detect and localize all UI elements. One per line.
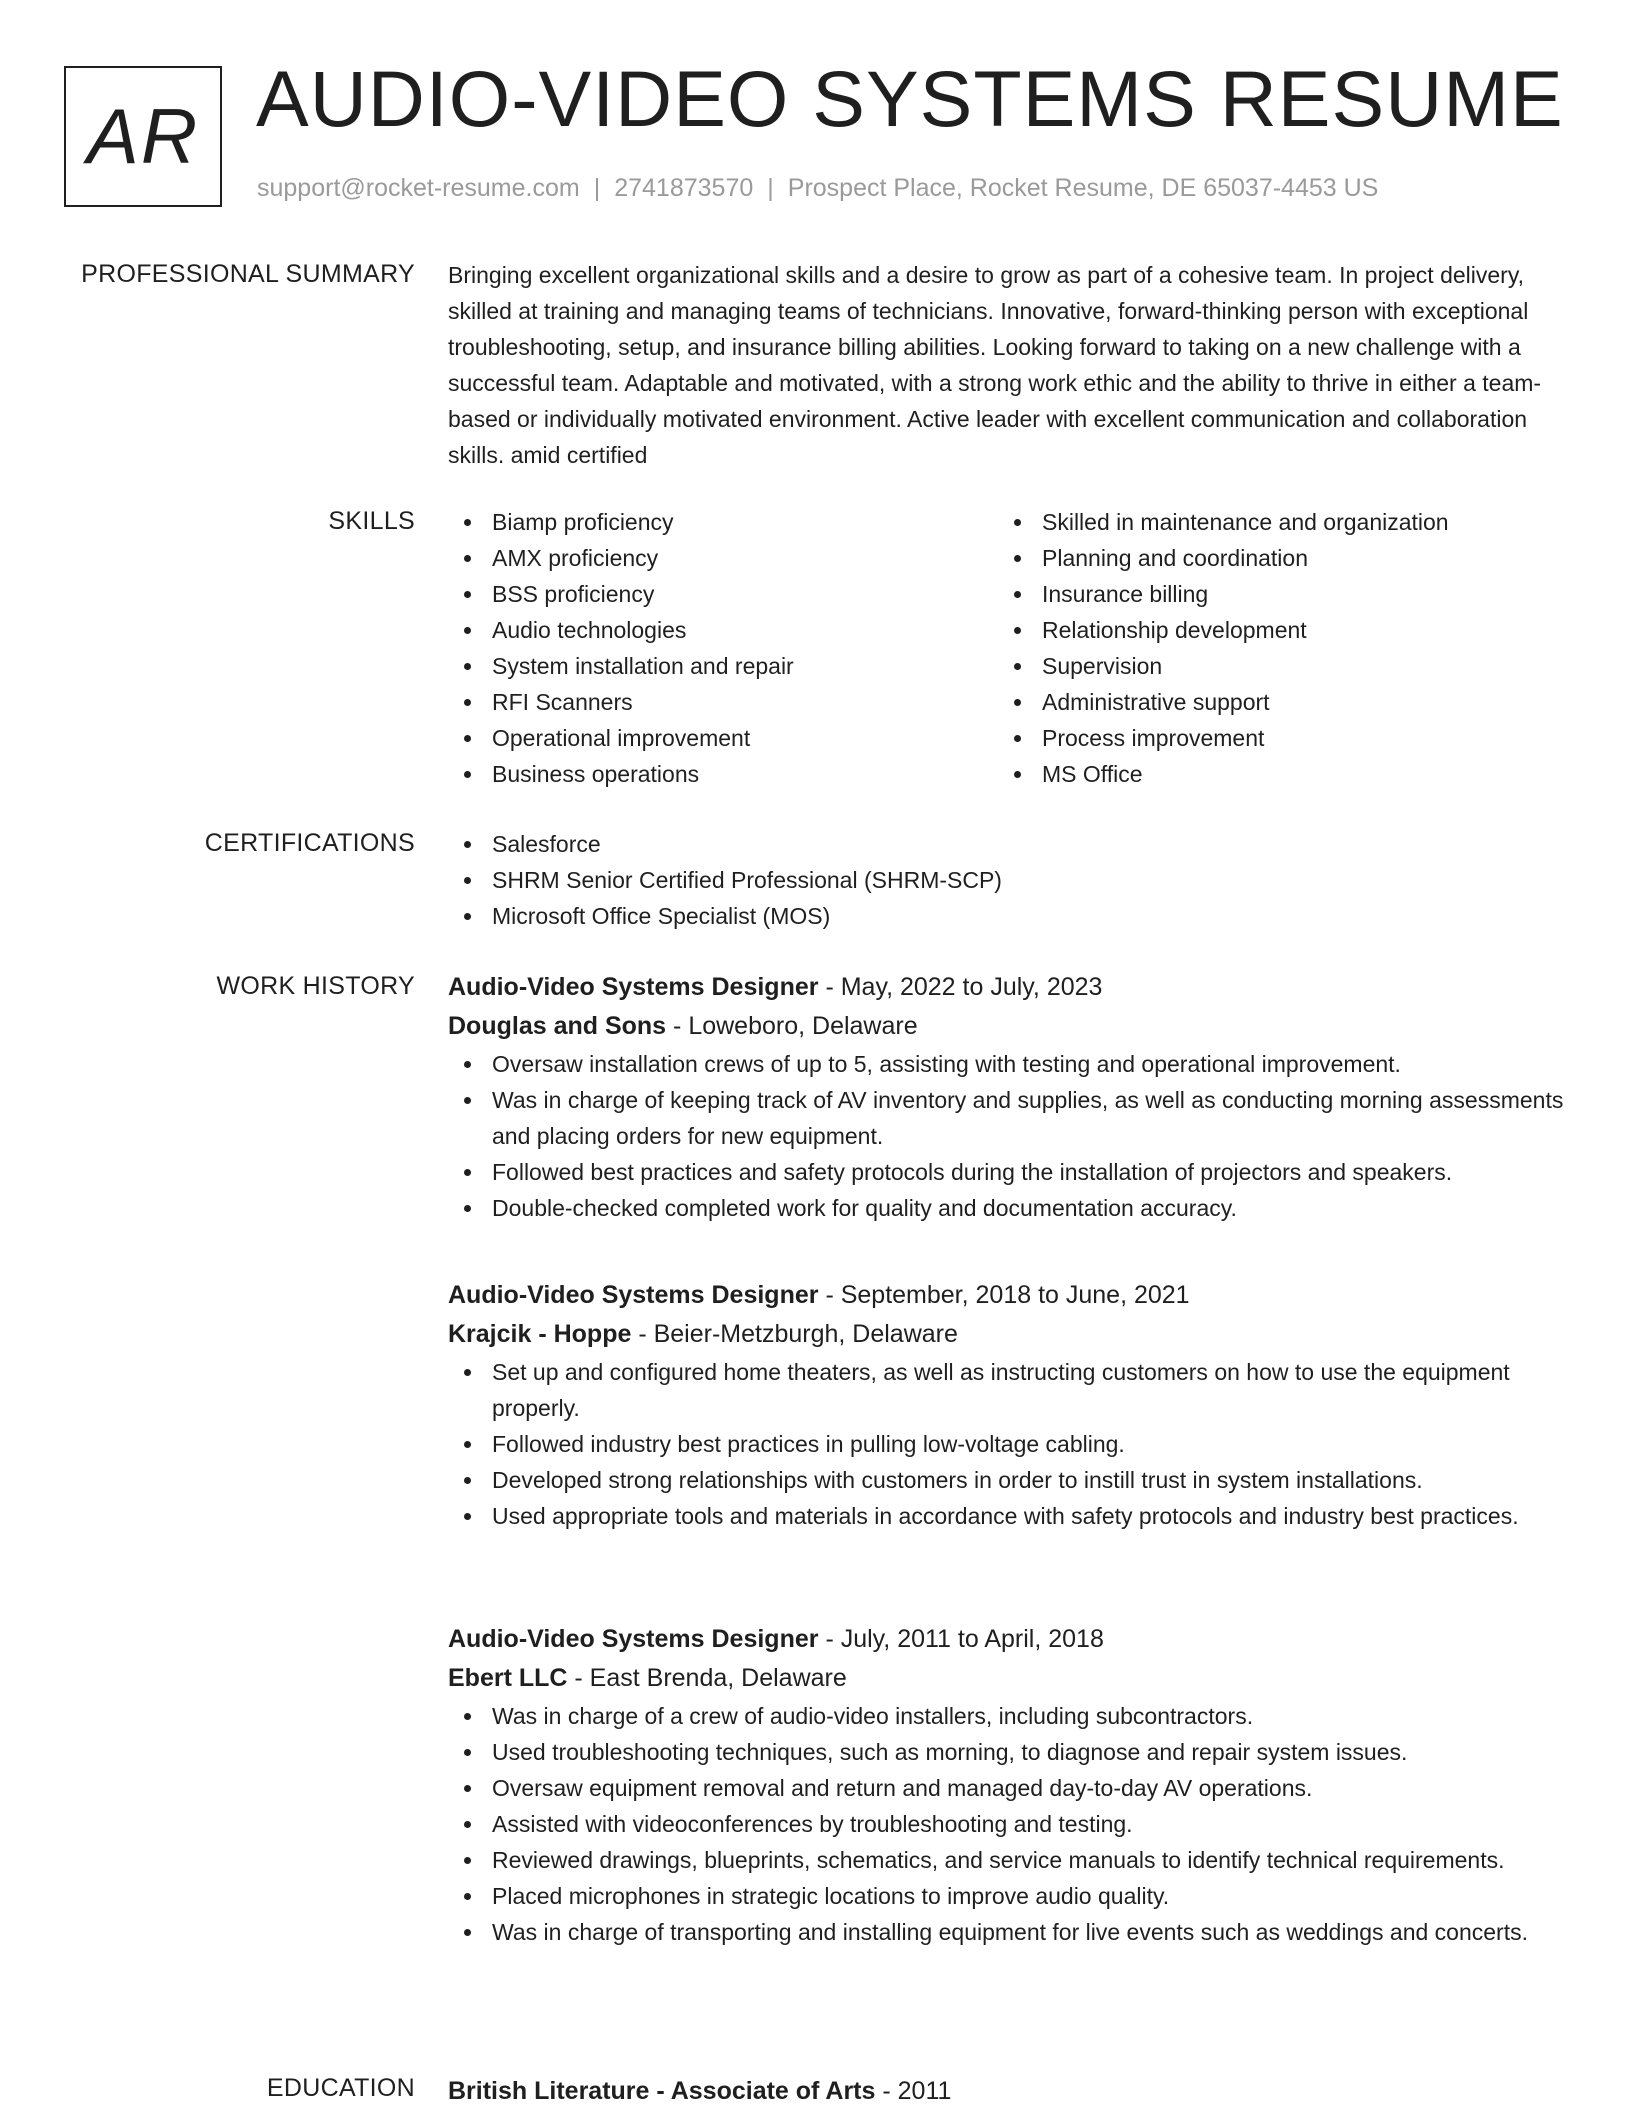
job-dates: - September, 2018 to June, 2021 (825, 1281, 1190, 1309)
job-bullet: Oversaw installation crews of up to 5, assisting with testing and operational improvement. (448, 1046, 1566, 1082)
summary-label: PROFESSIONAL SUMMARY (81, 260, 415, 288)
certifications-body (448, 826, 1566, 934)
job-bullet: Placed microphones in strategic locations to improve audio quality. (448, 1878, 1566, 1914)
skill-item: Biamp proficiency (448, 504, 998, 540)
job-bullet: Assisted with videoconferences by troubleshooting and testing. (448, 1806, 1566, 1842)
company-location: - East Brenda, Delaware (574, 1664, 847, 1692)
skills-column-right (998, 504, 1548, 792)
company-name: Krajcik - Hoppe (448, 1320, 632, 1348)
skill-item: AMX proficiency (448, 540, 998, 576)
certification-item: Salesforce (448, 826, 1566, 862)
education-degree: British Literature - Associate of Arts (448, 2077, 876, 2105)
skill-item: Operational improvement (448, 720, 998, 756)
skills-body (448, 504, 1566, 792)
job-bullet: Was in charge of transporting and installing equipment for live events such as weddings and concerts. (448, 1914, 1566, 1950)
contact-phone[interactable]: 2741873570 (614, 174, 754, 202)
education-label: EDUCATION (266, 2074, 415, 2102)
education-body (448, 2072, 1566, 2111)
skill-item: RFI Scanners (448, 684, 998, 720)
contact-separator: | (767, 174, 774, 202)
education-entry (448, 2072, 1566, 2111)
job-bullet: Double-checked completed work for quality and documentation accuracy. (448, 1190, 1566, 1226)
company-location: - Loweboro, Delaware (673, 1012, 918, 1040)
job-bullets (448, 1698, 1566, 1950)
job-employer (448, 1007, 1566, 1046)
skills-column-left (448, 504, 998, 792)
job-bullets (448, 1354, 1566, 1534)
job-bullet: Set up and configured home theaters, as well as instructing customers on how to use the equipment properly. (448, 1354, 1566, 1426)
contact-separator: | (593, 174, 601, 202)
skill-item: Process improvement (998, 720, 1548, 756)
job-employer (448, 1659, 1566, 1698)
contact-line (257, 174, 1378, 203)
job-bullets (448, 1046, 1566, 1226)
skills-label: SKILLS (328, 507, 415, 535)
contact-address: Prospect Place, Rocket Resume, DE 65037-4453 US (787, 174, 1379, 202)
summary-text: Bringing excellent organizational skills and a desire to grow as part of a cohesive team. In project delivery, skilled at training and managing teams of technicians. Innovative, forward-thinking person with exceptional troubleshooting, setup, and insurance billing abilities. Looking forward to taking on a new challenge with a successful team. Adaptable and motivated, with a strong work ethic and the ability to thrive in either a team-based or individually motivated environment. Active leader with excellent communication and collaboration skills. amid certified (448, 262, 1542, 468)
job-bullet: Followed best practices and safety protocols during the installation of projectors and speakers. (448, 1154, 1566, 1190)
job-dates: - July, 2011 to April, 2018 (825, 1625, 1104, 1653)
job-bullet: Used appropriate tools and materials in accordance with safety protocols and industry best practices. (448, 1498, 1566, 1534)
job-bullet: Oversaw equipment removal and return and managed day-to-day AV operations. (448, 1770, 1566, 1806)
company-location: - Beier-Metzburgh, Delaware (638, 1320, 958, 1348)
skill-item: Supervision (998, 648, 1548, 684)
skill-item: Relationship development (998, 612, 1548, 648)
job-bullet: Reviewed drawings, blueprints, schematics, and service manuals to identify technical requirements. (448, 1842, 1566, 1878)
skill-item: BSS proficiency (448, 576, 998, 612)
resume-title: AUDIO-VIDEO SYSTEMS RESUME (256, 54, 1564, 143)
skill-item: Audio technologies (448, 612, 998, 648)
skill-item: Skilled in maintenance and organization (998, 504, 1548, 540)
education-year: - 2011 (882, 2077, 952, 2105)
job-heading (448, 1620, 1566, 1659)
certifications-label: CERTIFICATIONS (204, 829, 415, 857)
skill-item: Business operations (448, 756, 998, 792)
job-bullet: Used troubleshooting techniques, such as morning, to diagnose and repair system issues. (448, 1734, 1566, 1770)
job-entry (448, 968, 1566, 1226)
monogram-logo: AR (64, 66, 222, 207)
skill-item: Planning and coordination (998, 540, 1548, 576)
skill-item: System installation and repair (448, 648, 998, 684)
company-name: Douglas and Sons (448, 1012, 667, 1040)
work-history-label: WORK HISTORY (216, 972, 415, 1000)
job-heading (448, 968, 1566, 1007)
company-name: Ebert LLC (448, 1664, 568, 1692)
job-bullet: Developed strong relationships with customers in order to instill trust in system installations. (448, 1462, 1566, 1498)
skill-item: Insurance billing (998, 576, 1548, 612)
job-bullet: Was in charge of a crew of audio-video installers, including subcontractors. (448, 1698, 1566, 1734)
contact-email[interactable]: support@rocket-resume.com (257, 174, 580, 202)
skill-item: MS Office (998, 756, 1548, 792)
job-employer (448, 1315, 1566, 1354)
job-dates: - May, 2022 to July, 2023 (825, 973, 1103, 1001)
job-title: Audio-Video Systems Designer (448, 1281, 819, 1309)
skill-item: Administrative support (998, 684, 1548, 720)
job-title: Audio-Video Systems Designer (448, 973, 819, 1001)
job-heading (448, 1276, 1566, 1315)
job-entry (448, 1276, 1566, 1534)
job-entry (448, 1620, 1566, 1950)
certification-item: Microsoft Office Specialist (MOS) (448, 898, 1566, 934)
job-title: Audio-Video Systems Designer (448, 1625, 819, 1653)
summary-body (448, 257, 1566, 473)
job-bullet: Was in charge of keeping track of AV inventory and supplies, as well as conducting morning assessments and placing orders for new equipment. (448, 1082, 1566, 1154)
job-bullet: Followed industry best practices in pulling low-voltage cabling. (448, 1426, 1566, 1462)
certification-item: SHRM Senior Certified Professional (SHRM-SCP) (448, 862, 1566, 898)
